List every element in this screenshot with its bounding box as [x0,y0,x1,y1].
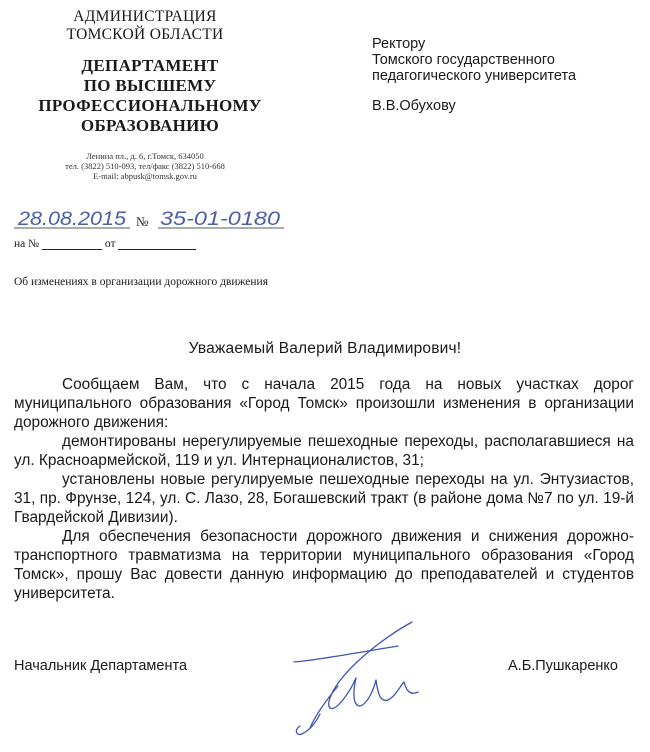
ref-from: от [104,238,116,250]
subject-line: Об изменениях в организации дорожного движения [14,276,268,288]
handwritten-signature [280,616,440,746]
ref-prefix: на № [14,238,40,250]
dept-line: ПО ВЫСШЕМУ [83,76,217,95]
dept-line: ПРОФЕССИОНАЛЬНОМУ [38,96,262,115]
letter-body [14,375,634,603]
registration-stamp [12,206,302,234]
paragraph: установлены новые регулируемые пешеходные переходы на ул. Энтузиастов, 31, пр. Фрунзе, 124, ул. С. Лазо, 28, Богашевский тракт (в районе дома №7 по ул. 19-й Гвардейской Дивизии). [14,471,634,526]
addressee-line: Ректору [372,36,426,52]
registration-number: 35-01-0180 [160,209,281,230]
ref-number-blank [42,238,102,250]
signatory-title: Начальник Департамента [14,658,188,674]
greeting: Уважаемый Валерий Владимирович! [188,340,462,357]
paragraph: Сообщаем Вам, что с начала 2015 года на новых участках дорог муниципального образования «Город Томск» произошли изменения в организации дорожного движения: [14,376,634,431]
paragraph: демонтированы нерегулируемые пешеходные переходы, располагавшиеся на ул. Красноармейской, 119 и ул. Интернационалистов, 31; [14,433,634,469]
sender-email: E-mail: abpusk@tomsk.gov.ru [93,171,197,181]
org-line: ТОМСКОЙ ОБЛАСТИ [66,26,224,43]
addressee-line: педагогического университета [372,68,577,84]
addressee-line: Томского государственного [372,52,555,68]
letterhead-administration [40,8,250,44]
dept-line: ДЕПАРТАМЕНТ [81,56,219,75]
dept-line: ОБРАЗОВАНИЮ [80,116,220,135]
ref-date-blank [118,238,196,250]
paragraph: Для обеспечения безопасности дорожного движения и снижения дорожно-транспортного травматизма на территории муниципального образования «Город Томск», прошу Вас довести данную информацию до преподавателей и студентов университета. [14,528,634,602]
letterhead-contacts [40,151,250,181]
addressee-block [372,36,632,114]
addressee-name: В.В.Обухову [372,98,456,114]
registration-date: 28.08.2015 [16,209,127,230]
signatory-name: А.Б.Пушкаренко [508,658,618,674]
sender-address: Ленина пл., д. 6, г.Томск, 634050 [86,151,204,161]
org-line: АДМИНИСТРАЦИЯ [73,8,217,25]
registration-number-sign: № [136,214,149,229]
sender-phones: тел. (3822) 510-093, тел/факс (3822) 510-668 [65,161,225,171]
letterhead-department [30,56,270,136]
reference-line [14,238,196,250]
